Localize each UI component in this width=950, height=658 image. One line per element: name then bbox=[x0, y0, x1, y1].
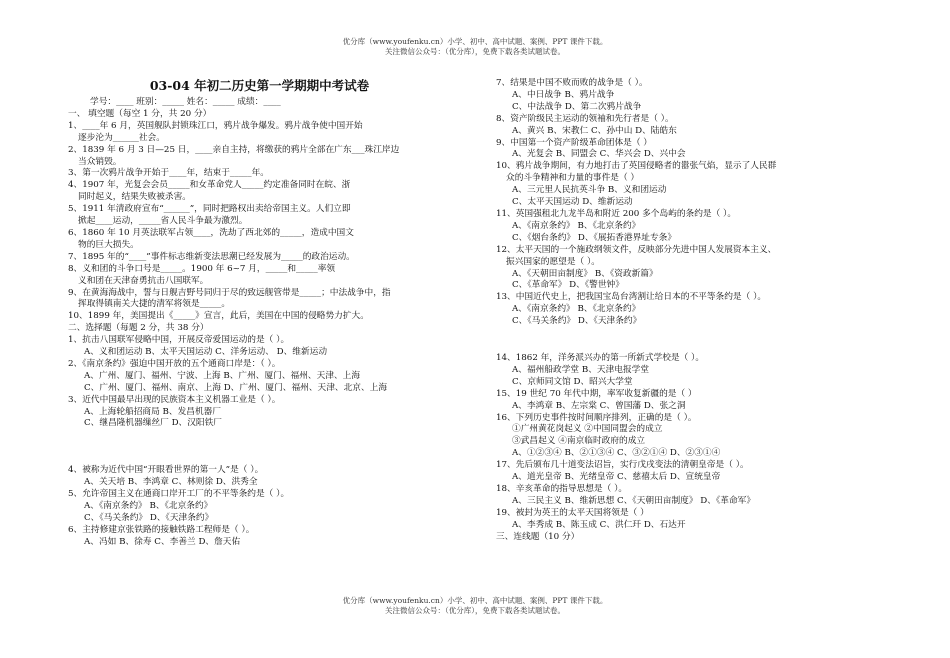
left-column bbox=[68, 78, 463, 549]
answer-options: A、①②③④ B、②①③④ C、③②①④ D、②③①④ bbox=[512, 448, 721, 459]
answer-options: C、太平天国运动 D、维新运动 bbox=[512, 197, 633, 208]
question-text: 10、鸦片战争期间，有力地打击了英国侵略者的嚣张气焰，显示了人民群 bbox=[496, 161, 777, 172]
event-list: ③武昌起义 ④南京临时政府的成立 bbox=[512, 436, 646, 447]
answer-options: A、《南京条约》 B、《北京条约》 bbox=[84, 501, 213, 512]
answer-options: C、《革命军》 D、《警世钟》 bbox=[512, 280, 624, 291]
section-fill-in-heading: 一、 填空题（每空 1 分，共 20 分） bbox=[68, 108, 212, 119]
page-footer bbox=[0, 596, 950, 615]
event-list: ①广州黄花岗起义 ②中国同盟会的成立 bbox=[512, 424, 663, 435]
answer-options: A、李秀成 B、陈玉成 C、洪仁玕 D、石达开 bbox=[512, 519, 686, 530]
question-text: 7、1895 年的“____”事件标志维新变法思潮已经发展为_____的政治运动。 bbox=[68, 251, 355, 262]
exam-title: 03-04 年初二历史第一学期期中考试卷 bbox=[149, 78, 370, 93]
answer-options: A、道光皇帝 B、光绪皇帝 C、慈禧太后 D、宣统皇帝 bbox=[512, 472, 721, 483]
answer-options: C、中法战争 D、第二次鸦片战争 bbox=[512, 101, 642, 112]
question-text: 11、英国强租北九龙半岛和附近 200 多个岛屿的条约是（ ）。 bbox=[496, 208, 737, 219]
answer-options: A、三民主义 B、维新思想 C、《天朝田亩制度》 D、《革命军》 bbox=[512, 495, 756, 506]
question-text: 4、被称为近代中国“开眼看世界的第一人”是（ ）。 bbox=[68, 465, 264, 476]
answer-options: A、上海轮船招商局 B、发昌机器厂 bbox=[84, 406, 222, 417]
section-choice-heading: 二、选择题（每题 2 分，共 38 分） bbox=[68, 323, 209, 334]
question-text: 6、1860 年 10 月英法联军占领____，洗劫了西北郊的_____，造成中国文 bbox=[68, 227, 354, 238]
answer-options: A、广州、厦门、福州、宁波、上海 B、广州、厦门、福州、天津、上海 bbox=[84, 370, 361, 381]
question-text: 18、辛亥革命的指导思想是（ ）。 bbox=[496, 484, 628, 494]
question-text: 5、允许帝国主义在通商口岸开工厂的不平等条约是（ ）。 bbox=[68, 489, 290, 500]
question-text: 2、《南京条约》强迫中国开放的五个通商口岸是：（ ）。 bbox=[68, 358, 281, 369]
question-text: 当众销毁。 bbox=[78, 156, 122, 167]
student-info-line: 学号：____ 班别：_____ 姓名：_____ 成绩：____ bbox=[90, 97, 281, 107]
answer-options: A、义和团运动 B、太平天国运动 C、洋务运动、 D、维新运动 bbox=[84, 347, 328, 358]
blank-space bbox=[68, 430, 463, 465]
question-text: 挥取得镇南关大捷的清军将领是_____。 bbox=[78, 299, 231, 310]
question-text: 掀起____运动，_____省人民斗争最为激烈。 bbox=[78, 216, 248, 227]
question-text: 8、资产阶级民主运动的领袖和先行者是（ ）。 bbox=[496, 113, 674, 124]
question-text: 众的斗争精神和力量的事件是（ ） bbox=[506, 173, 640, 184]
answer-options: C、继昌隆机器缫丝厂 D、汉阳铁厂 bbox=[84, 418, 222, 429]
question-text: 物的巨大损失。 bbox=[78, 239, 139, 250]
question-text: 17、先后颁布几十道变法诏旨，实行戊戌变法的清朝皇帝是（ ）。 bbox=[496, 460, 749, 471]
answer-options: A、《南京条约》 B、《北京条约》 bbox=[512, 220, 641, 231]
question-text: 19、被封为英王的太平天国将领是（ ） bbox=[496, 507, 649, 518]
blank-space bbox=[496, 328, 891, 353]
answer-options: A、《南京条约》 B、《北京条约》 bbox=[512, 304, 641, 315]
section-matching-heading: 三、连线题（10 分） bbox=[496, 531, 580, 542]
question-text: 9、中国第一个资产阶级革命团体是（ ） bbox=[496, 137, 652, 148]
right-column bbox=[496, 78, 891, 544]
answer-options: A、冯如 B、徐寿 C、李善兰 D、詹天佑 bbox=[84, 536, 241, 547]
question-text: 16、下列历史事件按时间顺序排列，正确的是（ ）。 bbox=[496, 412, 697, 423]
question-text: 2、1839 年 6 月 3 日—25 日，____亲自主持，将缴获的鸦片全部在广东___珠江岸边 bbox=[68, 144, 400, 155]
question-text: 14、1862 年，洋务派兴办的第一所新式学校是（ ）。 bbox=[496, 353, 705, 364]
answer-options: A、光复会 B、同盟会 C、华兴会 D、兴中会 bbox=[512, 149, 686, 160]
answer-options: A、《天朝田亩制度》 B、《资政新篇》 bbox=[512, 268, 658, 279]
question-text: 15、19 世纪 70 年代中期，率军收复新疆的是（ ） bbox=[496, 388, 697, 399]
question-text: 1、抗击八国联军侵略中国，开展反帝爱国运动的是（ ）。 bbox=[68, 335, 290, 346]
page-header bbox=[0, 37, 950, 56]
question-text: 8、义和团的斗争口号是_____。1900 年 6~7 月，_____和_____率领 bbox=[68, 263, 336, 274]
footer-line-2: 关注微信公众号：（优分库），免费下载各类试题试卷。 bbox=[385, 605, 565, 615]
answer-options: A、李鸿章 B、左宗棠 C、曾国藩 D、张之洞 bbox=[512, 400, 686, 411]
answer-options: C、《马关条约》 D、《天津条约》 bbox=[84, 513, 214, 523]
footer-line-1: 优分库（www.youfenku.cn）小学、初中、高中试题、案例、PPT 课件下载。 bbox=[342, 596, 608, 605]
question-text: 9、在黄海海战中，誓与日舰吉野号同归于尽的致远舰管带是_____；中法战争中，指 bbox=[68, 287, 391, 298]
question-text: 3、近代中国最早出现的民族资本主义机器工业是（ ）。 bbox=[68, 394, 281, 405]
question-text: 5、1911 年清政府宣布“______”，同时把路权出卖给帝国主义。人们立即 bbox=[68, 204, 351, 215]
answer-options: C、京师同文馆 D、昭兴大学堂 bbox=[512, 376, 633, 387]
answer-options: C、《马关条约》 D、《天津条约》 bbox=[512, 316, 642, 327]
answer-options: A、关天培 B、李鸿章 C、林则徐 D、洪秀全 bbox=[84, 477, 258, 488]
question-text: 7、结果是中国不败而败的战争是（ ）。 bbox=[496, 78, 648, 88]
question-text: 3、第一次鸦片战争开始于____年，结束于_____年。 bbox=[68, 168, 269, 179]
question-text: 4、1907 年，光复会会员_____和女革命党人_____约定准备同时在皖、浙 bbox=[68, 180, 351, 191]
answer-options: C、《烟台条约》 D、《展拓香港界址专条》 bbox=[512, 232, 677, 243]
question-text: 6、主持修建京张铁路的接触铁路工程师是（ ）。 bbox=[68, 524, 255, 535]
answer-options: C、广州、厦门、福州、南京、上海 D、广州、厦门、福州、天津、北京、上海 bbox=[84, 382, 388, 393]
question-text: 1、____年 6 月，英国舰队封锁珠江口，鸦片战争爆发。鸦片战争使中国开始 bbox=[68, 120, 363, 131]
header-line-1: 优分库（www.youfenku.cn）小学、初中、高中试题、案例、PPT 课件下载。 bbox=[342, 37, 608, 46]
question-text: 13、中国近代史上，把我国宝岛台湾割让给日本的不平等条约是（ ）。 bbox=[496, 292, 767, 303]
answer-options: A、黄兴 B、宋教仁 C、孙中山 D、陆皓东 bbox=[512, 125, 677, 136]
question-text: 12、太平天国的一个施政纲领文件，反映部分先进中国人发展资本主义、 bbox=[496, 244, 777, 255]
question-text: 同时起义，结果失败被杀害。 bbox=[78, 192, 191, 203]
answer-options: A、三元里人民抗英斗争 B、义和团运动 bbox=[512, 185, 667, 196]
answer-options: A、福州船政学堂 B、天津电报学堂 bbox=[512, 364, 650, 375]
header-line-2: 关注微信公众号：（优分库），免费下载各类试题试卷。 bbox=[385, 46, 565, 56]
question-text: 义和团在天津奋勇抗击八国联军。 bbox=[78, 275, 209, 286]
question-text: 10、1899 年，美国提出《_____》宣言，此后，美国在中国的侵略势力扩大。 bbox=[68, 311, 369, 322]
question-text: 振兴国家的愿望是（ ）。 bbox=[506, 256, 600, 267]
answer-options: A、中日战争 B、鸦片战争 bbox=[512, 89, 615, 100]
question-text: 逐步沦为______社会。 bbox=[78, 132, 165, 143]
